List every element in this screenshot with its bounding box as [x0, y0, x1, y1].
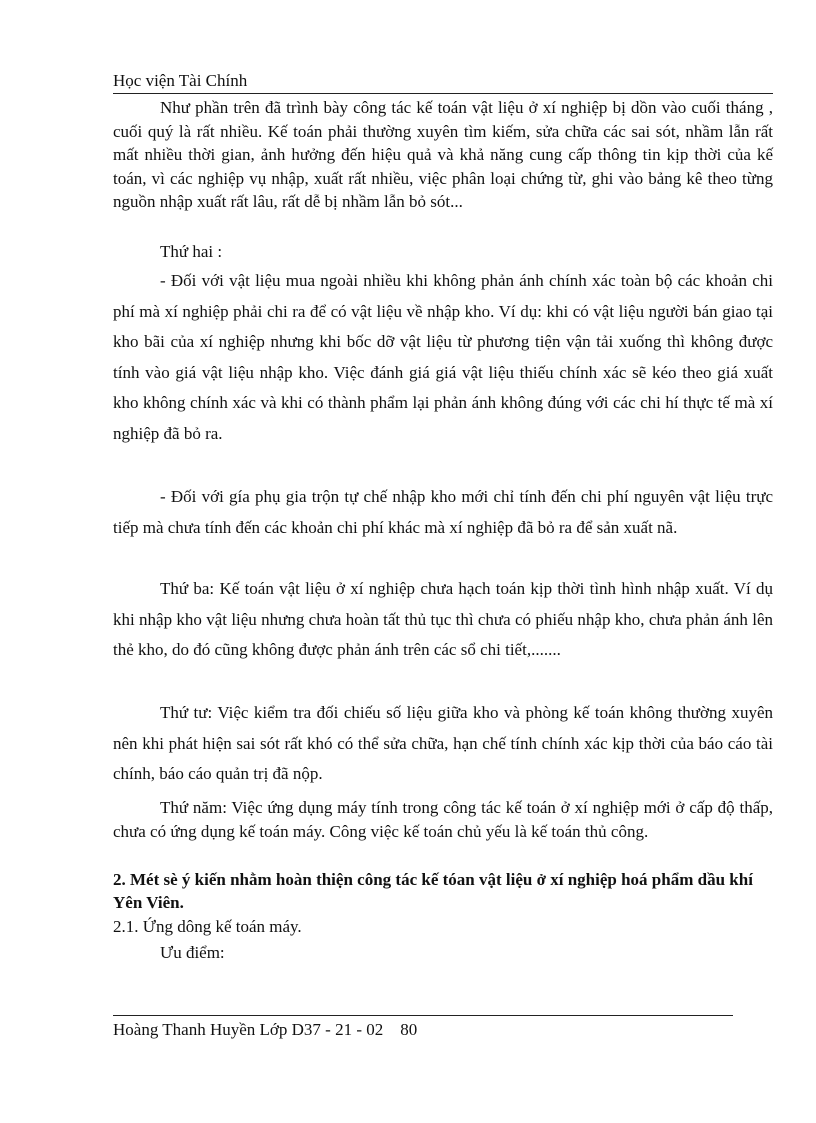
paragraph-thu-tu: Thứ tư: Việc kiểm tra đối chiếu số liệu giữa kho và phòng kế toán không thường xuyên nên khi phát hiện sai sót rất khó có thể sửa chữa, hạn chế tính chính xác kịp thời của báo cáo tài chính, báo cáo quản trị đã nộp.	[113, 703, 773, 783]
subsection-heading: 2.1. Ứng dông kế toán máy.	[113, 917, 302, 936]
paragraph-1: Như phần trên đã trình bày công tác kế toán vật liệu ở xí nghiệp bị dồn vào cuối tháng , cuối quý là rất nhiều. Kế toán phải thường xuyên tìm kiếm, sửa chữa các sai sót, nhầm lẫn rất mất nhiều thời gian, ảnh hưởng đến hiệu quả và khả năng cung cấp thông tin kịp thời của kế toán, vì các nghiệp vụ nhập, xuất rất nhiều, việc phân loại chứng từ, ghi vào bảng kê theo từng nguồn nhập xuất rất lâu, rất dễ bị nhầm lẫn bỏ sót...	[113, 98, 773, 212]
section-heading: 2. Mét sè ý kiến nhằm hoàn thiện công tác kế tóan vật liệu ở xí nghiệp hoá phẩm dầu khí Yên Viên.	[113, 870, 753, 912]
paragraph-dash-1: - Đối với vật liệu mua ngoài nhiều khi không phản ánh chính xác toàn bộ các khoản chi phí mà xí nghiệp phải chi ra để có vật liệu về nhập kho. Ví dụ: khi có vật liệu người bán giao tại kho bãi của xí nghiệp nhưng khi bốc dỡ vật liệu từ phương tiện vận tải xuống thì không được tính vào giá vật liệu nhập kho. Việc đánh giá giá vật liệu thiếu chính xác sẽ kéo theo giá xuất kho không chính xác và khi có thành phẩm lại phản ánh không đúng với các chi hí thực tế mà xí nghiệp đã bỏ ra.	[113, 271, 773, 443]
paragraph-dash-2: - Đối với gía phụ gia trộn tự chế nhập kho mới chỉ tính đến chi phí nguyên vật liệu trực tiếp mà chưa tính đến các khoản chi phí khác mà xí nghiệp đã bỏ ra để sản xuất nã.	[113, 487, 773, 537]
paragraph-thu-ba: Thứ ba: Kế toán vật liệu ở xí nghiệp chưa hạch toán kịp thời tình hình nhập xuất. Ví dụ khi nhập kho vật liệu nhưng chưa hoàn tất thủ tục thì chưa có phiếu nhập kho, chưa phản ánh lên thẻ kho, do đó cũng không được phản ánh trên các sổ chi tiết,.......	[113, 579, 773, 659]
page-footer	[113, 1020, 417, 1040]
subsubsection-heading: Ưu điểm:	[160, 943, 225, 962]
footer-author: Hoàng Thanh Huyền Lớp D37 - 21 - 02	[113, 1020, 384, 1039]
footer-divider	[113, 1015, 733, 1016]
header-divider	[113, 93, 773, 94]
paragraph-thu-hai: Thứ hai :	[160, 242, 223, 261]
paragraph-thu-nam: Thứ năm: Việc ứng dụng máy tính trong công tác kế toán ở xí nghiệp mới ở cấp độ thấp, chưa có ứng dụng kế toán máy. Công việc kế toán chủ yếu là kế toán thủ công.	[113, 798, 773, 841]
running-header: Học viện Tài Chính	[113, 71, 248, 90]
page-number: 80	[400, 1020, 418, 1039]
